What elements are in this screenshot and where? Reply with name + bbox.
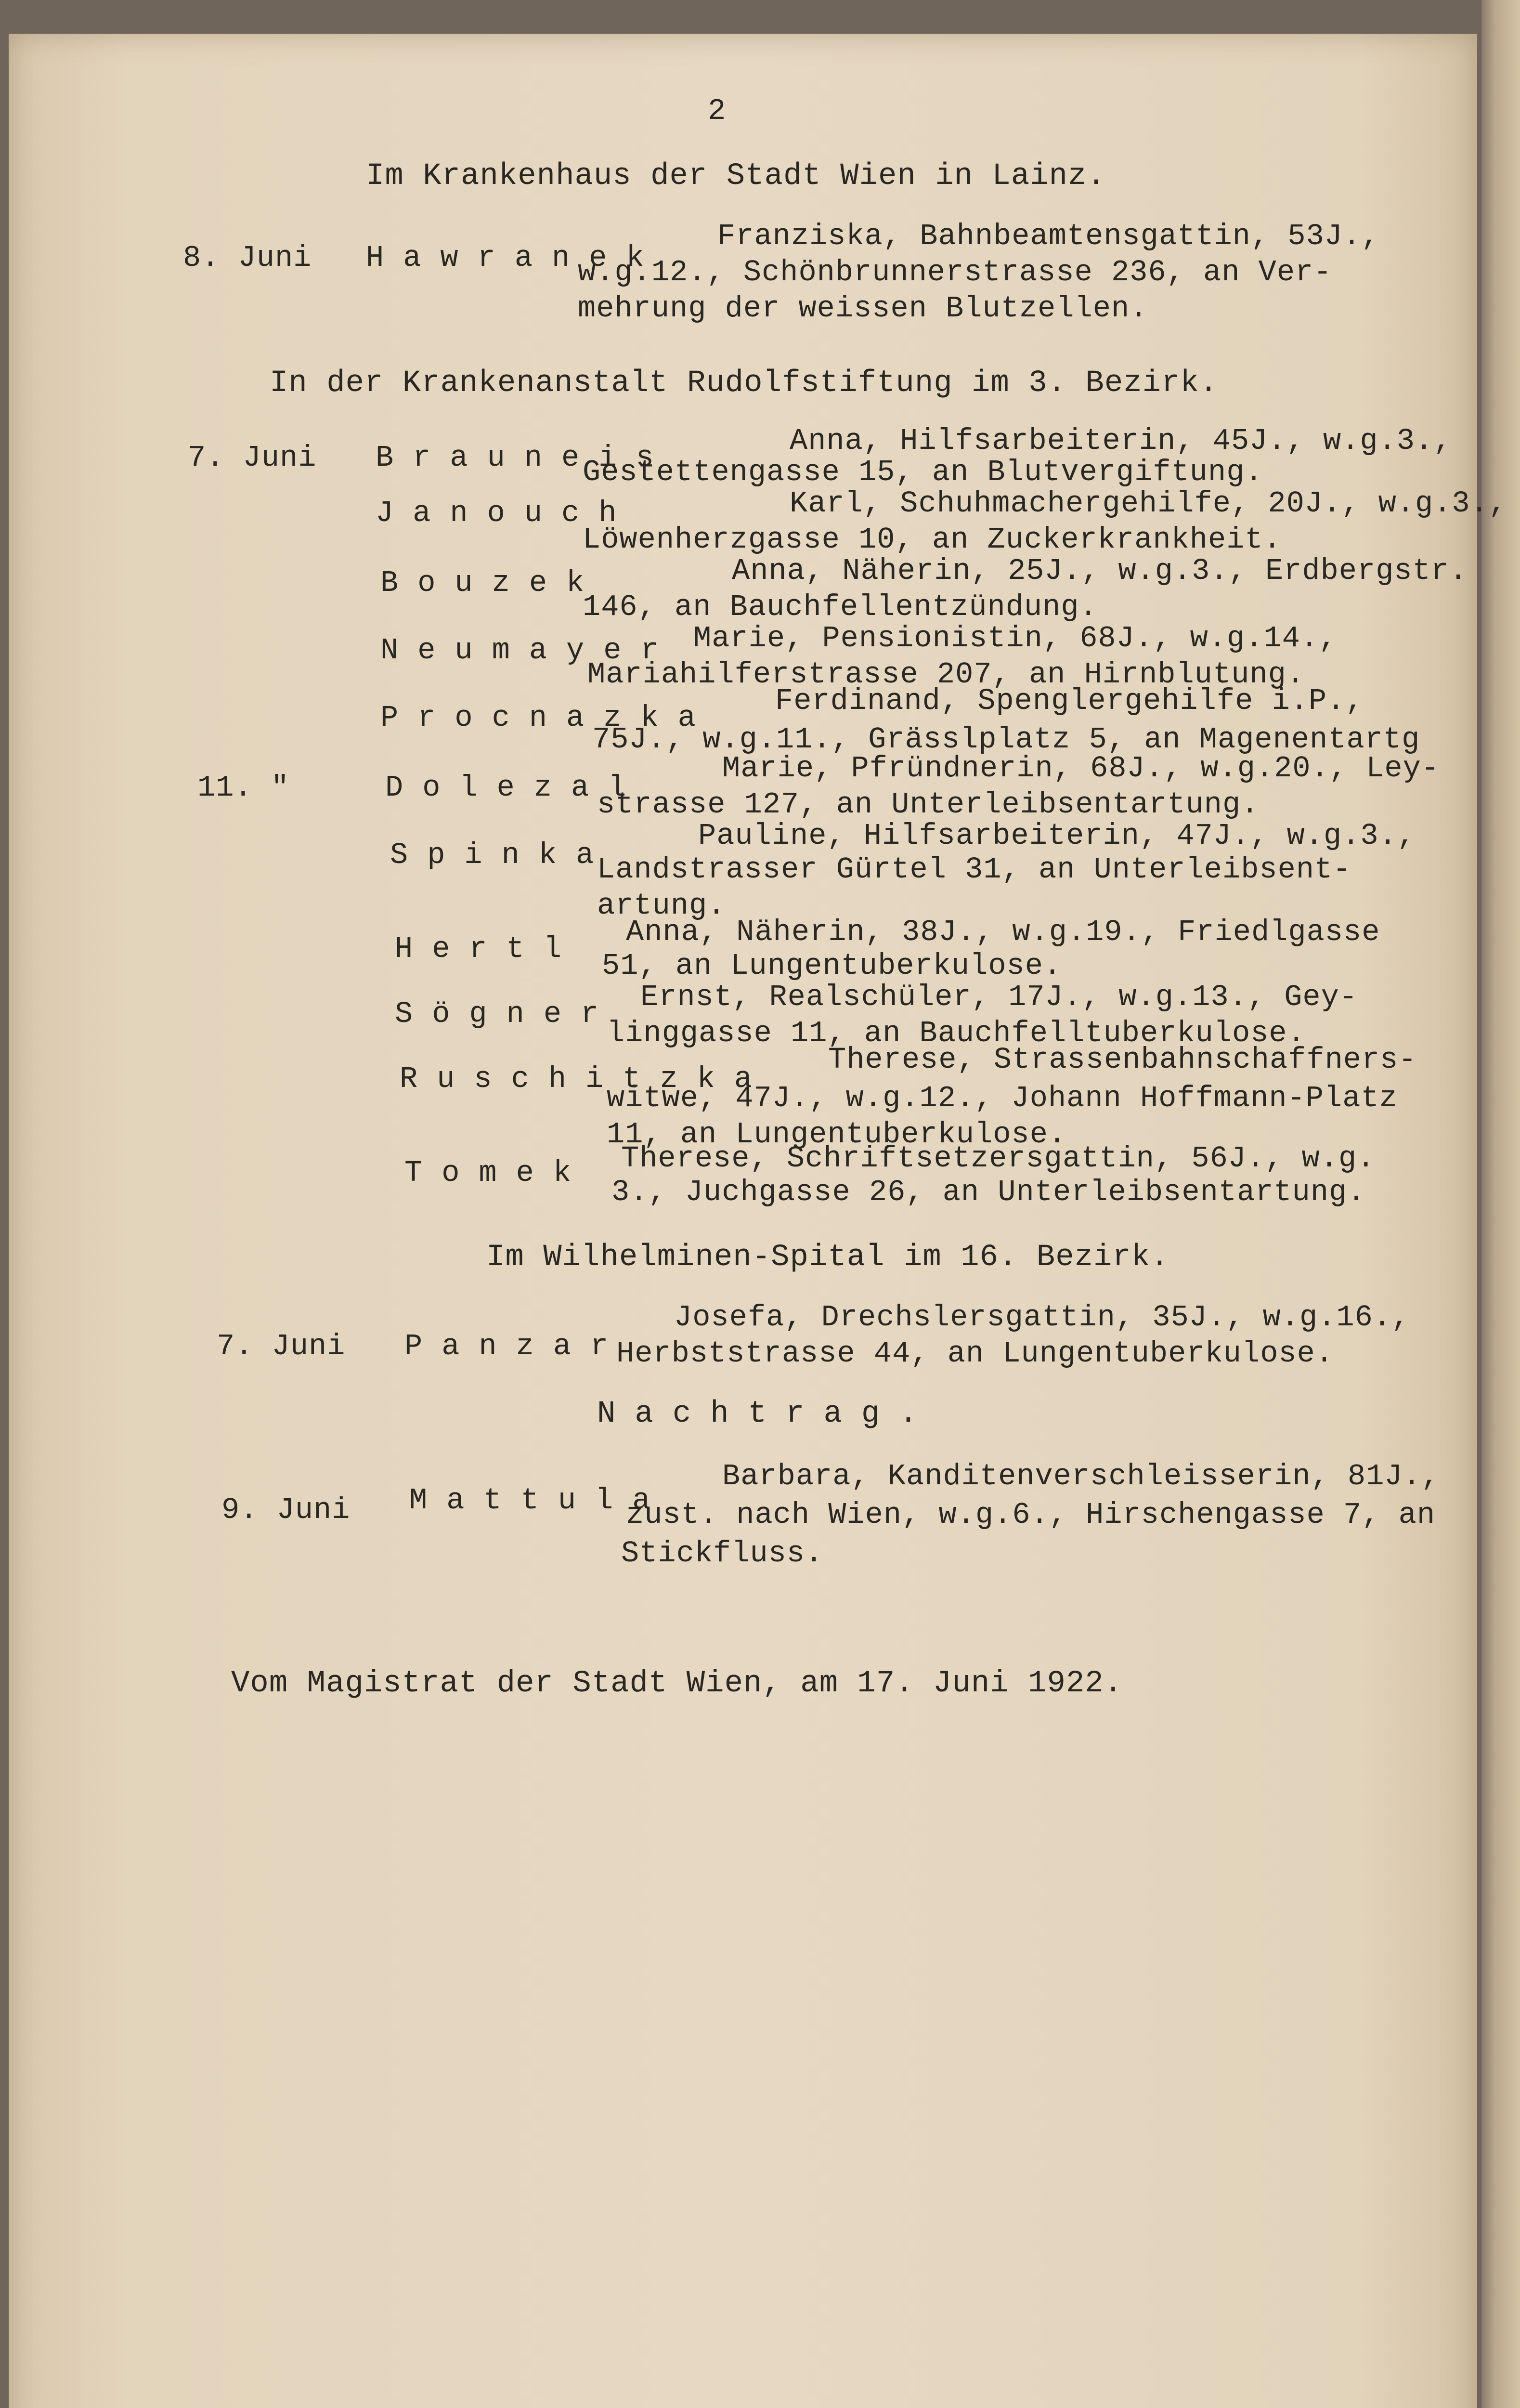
entry-date: 11. " <box>197 771 290 805</box>
entry-line: Franziska, Bahnbeamtensgattin, 53J., <box>717 219 1380 253</box>
entry-line: strasse 127, an Unterleibsentartung. <box>597 787 1260 822</box>
entry-surname: Ruschitzka <box>400 1062 772 1096</box>
entry-line: Karl, Schuhmachergehilfe, 20J., w.g.3., <box>790 486 1507 521</box>
section-heading-rudolfstiftung: In der Krankenanstalt Rudolfstiftung im 3. Bezirk. <box>270 366 1219 401</box>
entry-line: artung. <box>597 889 726 923</box>
entry-line: Barbara, Kanditenverschleisserin, 81J., <box>722 1459 1440 1493</box>
entry-surname: Brauneis <box>376 441 673 475</box>
entry-line: linggasse 11, an Bauchfelltuberkulose. <box>607 1016 1306 1050</box>
entry-line: Landstrasser Gürtel 31, an Unterleibsent- <box>597 852 1351 887</box>
entry-line: Marie, Pfründnerin, 68J., w.g.20., Ley- <box>722 751 1440 785</box>
entry-line: Josefa, Drechslersgattin, 35J., w.g.16., <box>674 1300 1410 1335</box>
entry-date: 8. Juni <box>183 241 312 275</box>
entry-line: witwe, 47J., w.g.12., Johann Hoffmann-Platz <box>607 1081 1398 1115</box>
entry-date: 7. Juni <box>188 441 317 475</box>
entry-surname: Dolezal <box>385 771 646 805</box>
entry-line: w.g.12., Schönbrunnerstrasse 236, an Ver- <box>578 255 1332 289</box>
entry-line: Pauline, Hilfsarbeiterin, 47J., w.g.3., <box>698 819 1416 853</box>
entry-surname: Mattula <box>409 1483 670 1518</box>
entry-surname: Tomek <box>404 1156 591 1190</box>
entry-surname: Neumayer <box>380 633 678 667</box>
entry-line: Marie, Pensionistin, 68J., w.g.14., <box>693 621 1338 655</box>
entry-date: 9. Juni <box>221 1493 351 1527</box>
entry-line: Ernst, Realschüler, 17J., w.g.13., Gey- <box>640 980 1358 1014</box>
entry-date: 7. Juni <box>217 1329 346 1363</box>
entry-surname: Spinka <box>390 838 613 872</box>
section-heading-wilhelminen: Im Wilhelminen-Spital im 16. Bezirk. <box>486 1240 1169 1275</box>
entry-line: 3., Juchgasse 26, an Unterleibsentartung. <box>611 1175 1366 1209</box>
entry-line: Anna, Hilfsarbeiterin, 45J., w.g.3., <box>790 424 1452 458</box>
entry-surname: Panzar <box>404 1329 628 1363</box>
entry-line: Löwenherzgasse 10, an Zuckerkrankheit. <box>583 523 1282 557</box>
entry-line: mehrung der weissen Blutzellen. <box>578 291 1148 326</box>
entry-surname: Procnazka <box>380 701 715 735</box>
entry-line: Therese, Strassenbahnschaffners- <box>828 1043 1417 1077</box>
entry-line: 51, an Lungentuberkulose. <box>602 949 1062 983</box>
page-number: 2 <box>708 94 727 128</box>
entry-line: Anna, Näherin, 38J., w.g.19., Friedlgasse <box>626 915 1380 949</box>
entry-line: Anna, Näherin, 25J., w.g.3., Erdbergstr. <box>732 554 1468 588</box>
entry-surname: Hawranek <box>366 241 663 275</box>
closing-signature-line: Vom Magistrat der Stadt Wien, am 17. Juni 1922. <box>231 1666 1123 1701</box>
entry-surname: Hertl <box>395 932 581 966</box>
entry-line: Herbststrasse 44, an Lungentuberkulose. <box>616 1336 1334 1371</box>
entry-line: zust. nach Wien, w.g.6., Hirschengasse 7, an <box>626 1498 1436 1532</box>
entry-surname: Janouch <box>376 496 636 530</box>
entry-line: Stickfluss. <box>621 1536 824 1570</box>
section-heading-nachtrag: Nachtrag. <box>597 1397 937 1431</box>
entry-line: Therese, Schriftsetzersgattin, 56J., w.g. <box>621 1141 1376 1176</box>
entry-line: Gestettengasse 15, an Blutvergiftung. <box>583 455 1263 489</box>
adjacent-page-edge <box>1481 0 1520 2408</box>
entry-line: Mariahilferstrasse 207, an Hirnblutung. <box>587 657 1305 692</box>
entry-line: 146, an Bauchfellentzündung. <box>583 590 1098 624</box>
entry-line: Ferdinand, Spenglergehilfe i.P., <box>775 684 1364 718</box>
section-heading-lainz: Im Krankenhaus der Stadt Wien in Lainz. <box>366 159 1106 194</box>
entry-line: 75J., w.g.11., Grässlplatz 5, an Magenentartg <box>592 722 1420 757</box>
entry-surname: Bouzek <box>380 566 604 600</box>
entry-surname: Sögner <box>395 997 618 1031</box>
entry-line: 11, an Lungentuberkulose. <box>607 1117 1067 1152</box>
